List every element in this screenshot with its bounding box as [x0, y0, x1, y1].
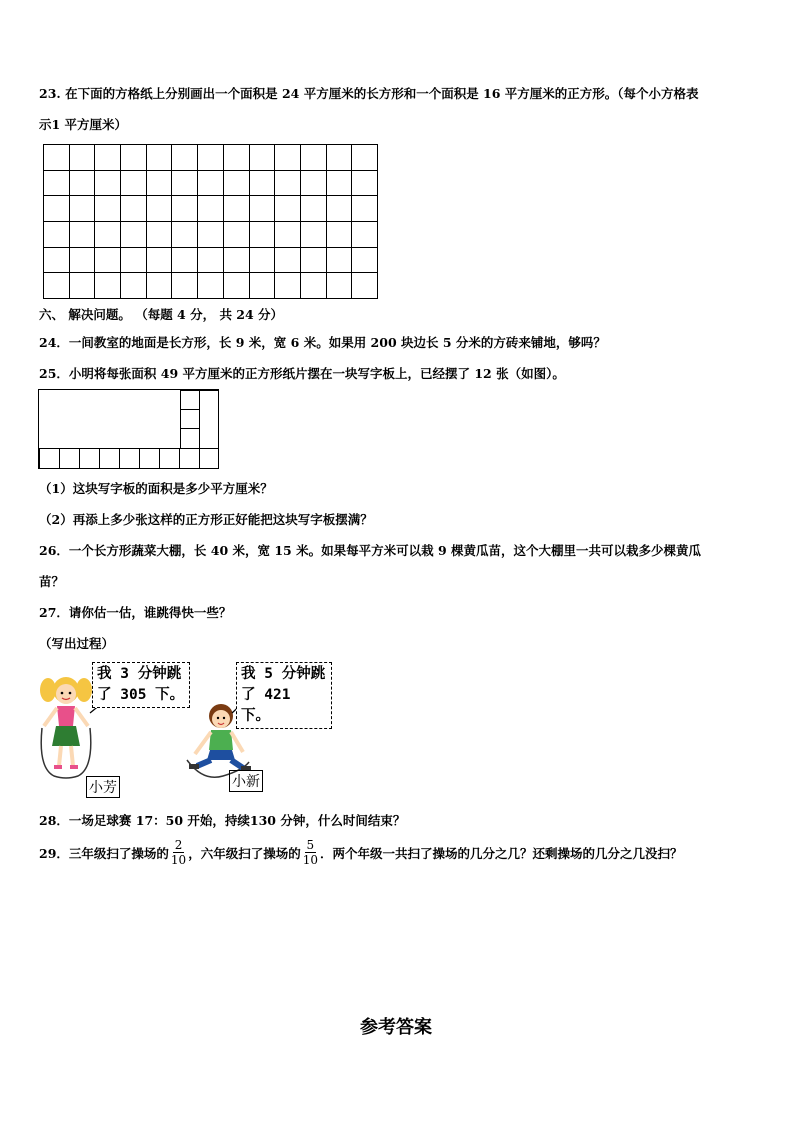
fraction-denominator: 10	[302, 853, 318, 867]
grid-cell	[70, 196, 96, 222]
q29-middle: ，六年级扫了操场的	[188, 845, 301, 861]
grid-cell	[198, 222, 224, 248]
square-grid-paper	[43, 144, 378, 299]
grid-cell	[301, 248, 327, 274]
grid-cell	[198, 248, 224, 274]
grid-cell	[224, 222, 250, 248]
q26-text-line2: 苗？	[39, 574, 65, 589]
grid-cell	[44, 273, 70, 299]
q26-text-line1: 26．一个长方形蔬菜大棚，长 40 米，宽 15 米。如果每平方米可以栽 9 棵黄瓜苗，这个大棚里一共可以栽多少棵黄瓜	[39, 543, 701, 558]
q25-sub1: （1）这块写字板的面积是多少平方厘米？	[39, 481, 273, 496]
grid-cell	[301, 196, 327, 222]
grid-cell	[121, 248, 147, 274]
grid-cell	[327, 273, 353, 299]
grid-cell	[198, 171, 224, 197]
girl-bubble-line1: 我 3 分钟跳	[97, 666, 182, 682]
grid-cell	[275, 196, 301, 222]
girl-jumping-rope-illustration	[36, 668, 96, 780]
fraction-2-10	[171, 838, 186, 867]
grid-cell	[327, 145, 353, 171]
grid-cell	[327, 248, 353, 274]
grid-cell	[172, 273, 198, 299]
paper-square	[119, 448, 140, 469]
grid-cell	[275, 248, 301, 274]
grid-cell	[250, 145, 276, 171]
grid-cell	[147, 171, 173, 197]
grid-cell	[301, 273, 327, 299]
grid-cell	[327, 222, 353, 248]
grid-cell	[44, 196, 70, 222]
fraction-denominator: 10	[170, 853, 187, 867]
grid-cell	[147, 145, 173, 171]
grid-cell	[121, 145, 147, 171]
boy-bubble-line2: 了 421 下。	[241, 687, 291, 724]
girl-bubble-line2: 了 305 下。	[97, 687, 185, 703]
boy-speech-bubble	[236, 662, 332, 729]
grid-cell	[70, 222, 96, 248]
grid-cell	[172, 196, 198, 222]
grid-cell	[70, 248, 96, 274]
q28-text: 28．一场足球赛 17：50 开始，持续130 分钟，什么时间结束？	[39, 813, 406, 828]
grid-cell	[224, 171, 250, 197]
grid-cell	[95, 145, 121, 171]
grid-cell	[352, 248, 378, 274]
grid-cell	[250, 273, 276, 299]
grid-cell	[95, 171, 121, 197]
grid-cell	[44, 248, 70, 274]
q29-suffix: ．两个年级一共扫了操场的几分之几？还剩操场的几分之几没扫？	[319, 845, 683, 861]
grid-cell	[327, 171, 353, 197]
grid-cell	[301, 222, 327, 248]
boy-bubble-line1: 我 5 分钟跳	[241, 666, 326, 682]
paper-square	[39, 448, 60, 469]
grid-cell	[250, 248, 276, 274]
writing-board-figure	[38, 389, 219, 469]
fraction-numerator: 5	[306, 838, 315, 852]
grid-cell	[172, 248, 198, 274]
girl-name-label: 小芳	[86, 776, 120, 798]
grid-cell	[198, 145, 224, 171]
grid-cell	[198, 196, 224, 222]
paper-square	[180, 409, 200, 429]
section-title: 六、 解决问题。 （每题 4 分， 共 24 分）	[39, 307, 284, 322]
grid-cell	[121, 222, 147, 248]
grid-cell	[70, 171, 96, 197]
girl-speech-bubble	[92, 662, 190, 708]
grid-cell	[301, 171, 327, 197]
grid-cell	[121, 273, 147, 299]
q23-text-line1: 23. 在下面的方格纸上分别画出一个面积是 24 平方厘米的长方形和一个面积是 16 平方厘米的正方形。（每个小方格表	[39, 86, 699, 101]
paper-square	[79, 448, 100, 469]
grid-cell	[147, 222, 173, 248]
grid-cell	[44, 222, 70, 248]
grid-cell	[352, 222, 378, 248]
grid-cell	[198, 273, 224, 299]
grid-cell	[327, 196, 353, 222]
grid-cell	[275, 273, 301, 299]
grid-cell	[95, 196, 121, 222]
paper-column-edge	[199, 390, 219, 449]
fraction-5-10	[303, 838, 318, 867]
paper-square	[180, 428, 200, 449]
grid-cell	[250, 171, 276, 197]
q27-text: 27．请你估一估，谁跳得快一些？	[39, 605, 232, 620]
grid-cell	[44, 171, 70, 197]
grid-cell	[147, 196, 173, 222]
grid-cell	[95, 273, 121, 299]
fraction-numerator: 2	[174, 838, 183, 852]
grid-cell	[250, 196, 276, 222]
grid-cell	[121, 171, 147, 197]
paper-square	[179, 448, 200, 469]
grid-cell	[275, 222, 301, 248]
grid-cell	[70, 145, 96, 171]
grid-cell	[172, 222, 198, 248]
grid-cell	[172, 145, 198, 171]
paper-square	[99, 448, 120, 469]
grid-cell	[147, 273, 173, 299]
grid-cell	[352, 171, 378, 197]
grid-cell	[301, 145, 327, 171]
grid-cell	[352, 196, 378, 222]
answer-section-title: 参考答案	[360, 1017, 432, 1038]
grid-cell	[224, 145, 250, 171]
q29-prefix: 29．三年级扫了操场的	[39, 845, 169, 861]
q23-text-line2: 示1 平方厘米）	[39, 117, 128, 132]
grid-cell	[95, 248, 121, 274]
grid-cell	[275, 171, 301, 197]
paper-square	[159, 448, 180, 469]
boy-name-label: 小新	[229, 770, 263, 792]
q25-text: 25．小明将每张面积 49 平方厘米的正方形纸片摆在一块写字板上，已经摆了 12 张（如图）。	[39, 366, 565, 381]
grid-cell	[352, 273, 378, 299]
grid-cell	[224, 196, 250, 222]
grid-cell	[147, 248, 173, 274]
grid-cell	[70, 273, 96, 299]
grid-cell	[352, 145, 378, 171]
grid-cell	[44, 145, 70, 171]
grid-cell	[172, 171, 198, 197]
grid-cell	[275, 145, 301, 171]
grid-cell	[224, 273, 250, 299]
q24-text: 24．一间教室的地面是长方形，长 9 米，宽 6 米。如果用 200 块边长 5 分米的方砖来铺地，够吗？	[39, 335, 606, 350]
paper-square	[199, 448, 219, 469]
paper-square	[139, 448, 160, 469]
grid-cell	[250, 222, 276, 248]
paper-square	[180, 390, 200, 410]
grid-cell	[224, 248, 250, 274]
q25-sub2: （2）再添上多少张这样的正方形正好能把这块写字板摆满？	[39, 512, 373, 527]
grid-cell	[121, 196, 147, 222]
q27-note: （写出过程）	[39, 636, 115, 651]
grid-cell	[95, 222, 121, 248]
q29-text	[39, 838, 683, 867]
paper-square	[59, 448, 80, 469]
